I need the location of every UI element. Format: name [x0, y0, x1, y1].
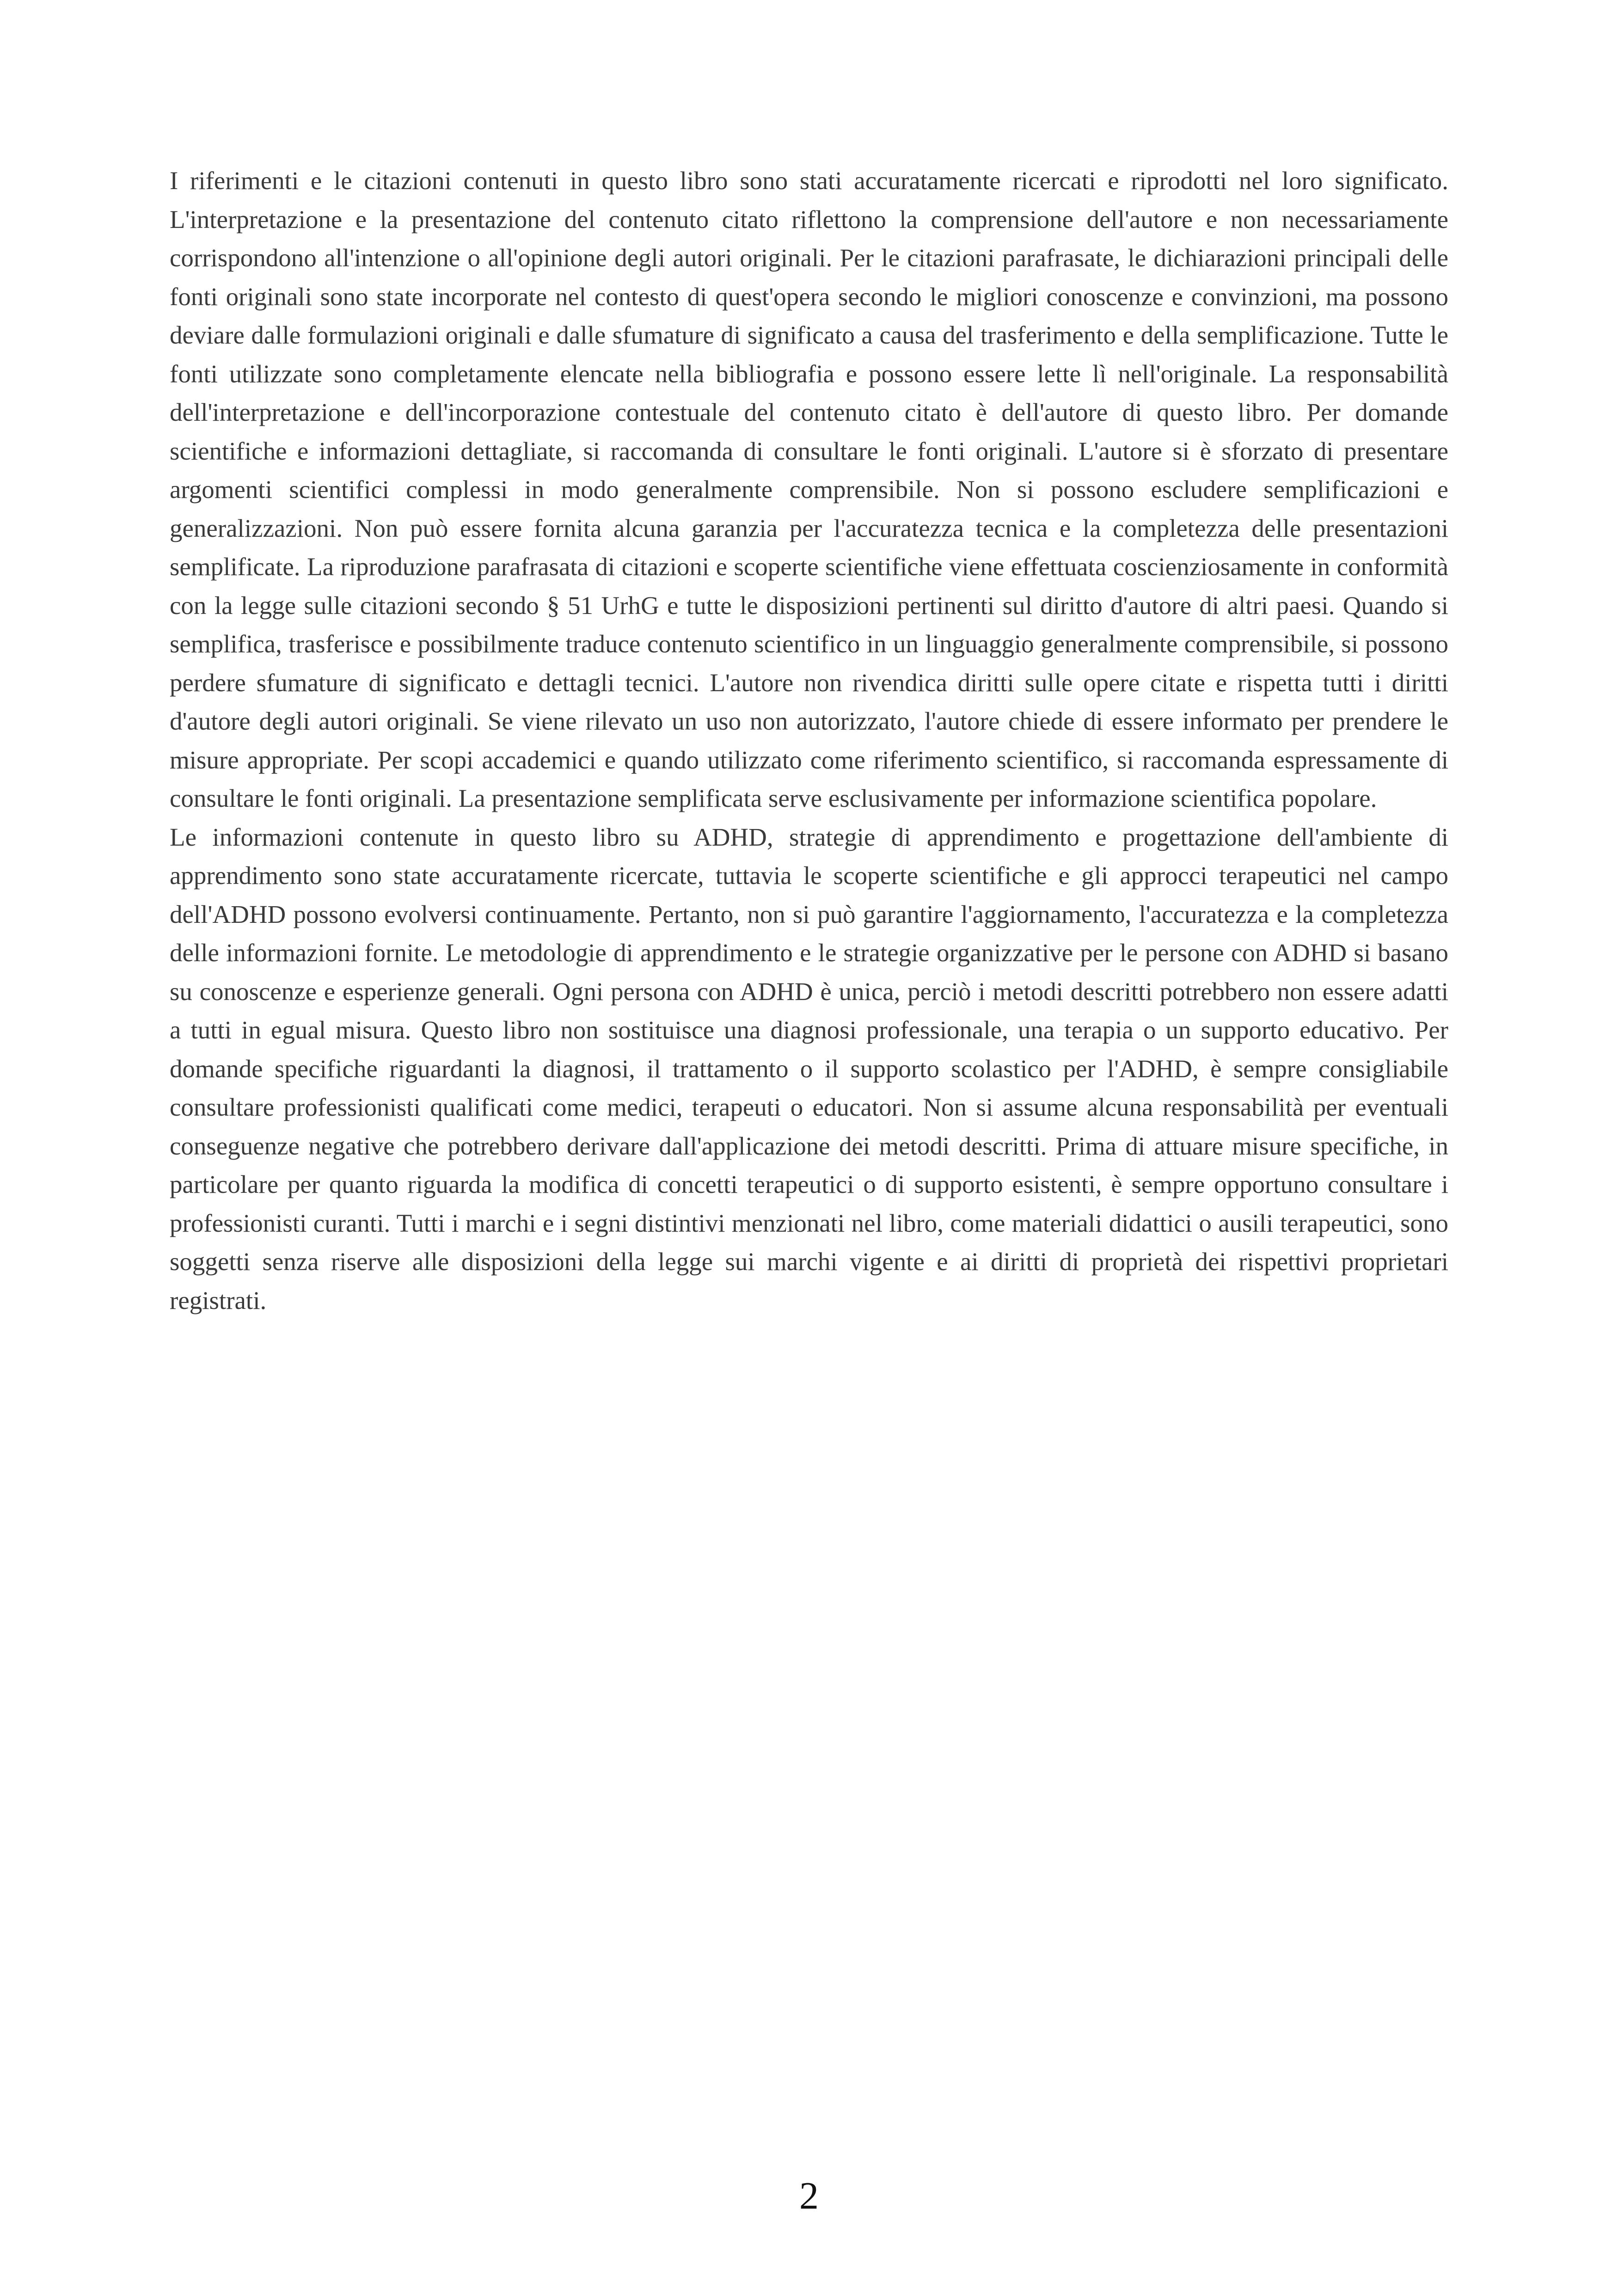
page-number: 2: [799, 2174, 819, 2217]
body-text: [170, 161, 1448, 1320]
paragraph-adhd-disclaimer: Le informazioni contenute in questo libro su ADHD, strategie di apprendimento e progettazione dell'ambiente di apprendimento sono state accuratamente ricercate, tuttavia le scoperte scientifiche e gli approcci terapeutici nel campo dell'ADHD possono evolversi continuamente. Pertanto, non si può garantire l'aggiornamento, l'accuratezza e la completezza delle informazioni fornite. Le metodologie di apprendimento e le strategie organizzative per le persone con ADHD si basano su conoscenze e esperienze generali. Ogni persona con ADHD è unica, perciò i metodi descritti potrebbero non essere adatti a tutti in egual misura. Questo libro non sostituisce una diagnosi professionale, una terapia o un supporto educativo. Per domande specifiche riguardanti la diagnosi, il trattamento o il supporto scolastico per l'ADHD, è sempre consigliabile consultare professionisti qualificati come medici, terapeuti o educatori. Non si assume alcuna responsabilità per eventuali conseguenze negative che potrebbero derivare dall'applicazione dei metodi descritti. Prima di attuare misure specifiche, in particolare per quanto riguarda la modifica di concetti terapeutici o di supporto esistenti, è sempre opportuno consultare i professionisti curanti. Tutti i marchi e i segni distintivi menzionati nel libro, come materiali didattici o ausili terapeutici, sono soggetti senza riserve alle disposizioni della legge sui marchi vigente e ai diritti di proprietà dei rispettivi proprietari registrati.: [170, 823, 1448, 1314]
paragraph-citations-disclaimer: I riferimenti e le citazioni contenuti in questo libro sono stati accuratamente ricercati e riprodotti nel loro significato. L'interpretazione e la presentazione del contenuto citato riflettono la comprensione dell'autore e non necessariamente corrispondono all'intenzione o all'opinione degli autori originali. Per le citazioni parafrasate, le dichiarazioni principali delle fonti originali sono state incorporate nel contesto di quest'opera secondo le migliori conoscenze e convinzioni, ma possono deviare dalle formulazioni originali e dalle sfumature di significato a causa del trasferimento e della semplificazione. Tutte le fonti utilizzate sono completamente elencate nella bibliografia e possono essere lette lì nell'originale. La responsabilità dell'interpretazione e dell'incorporazione contestuale del contenuto citato è dell'autore di questo libro. Per domande scientifiche e informazioni dettagliate, si raccomanda di consultare le fonti originali. L'autore si è sforzato di presentare argomenti scientifici complessi in modo generalmente comprensibile. Non si possono escludere semplificazioni e generalizzazioni. Non può essere fornita alcuna garanzia per l'accuratezza tecnica e la completezza delle presentazioni semplificate. La riproduzione parafrasata di citazioni e scoperte scientifiche viene effettuata coscienziosamente in conformità con la legge sulle citazioni secondo § 51 UrhG e tutte le disposizioni pertinenti sul diritto d'autore di altri paesi. Quando si semplifica, trasferisce e possibilmente traduce contenuto scientifico in un linguaggio generalmente comprensibile, si possono perdere sfumature di significato e dettagli tecnici. L'autore non rivendica diritti sulle opere citate e rispetta tutti i diritti d'autore degli autori originali. Se viene rilevato un uso non autorizzato, l'autore chiede di essere informato per prendere le misure appropriate. Per scopi accademici e quando utilizzato come riferimento scientifico, si raccomanda espressamente di consultare le fonti originali. La presentazione semplificata serve esclusivamente per informazione scientifica popolare.: [170, 166, 1448, 812]
